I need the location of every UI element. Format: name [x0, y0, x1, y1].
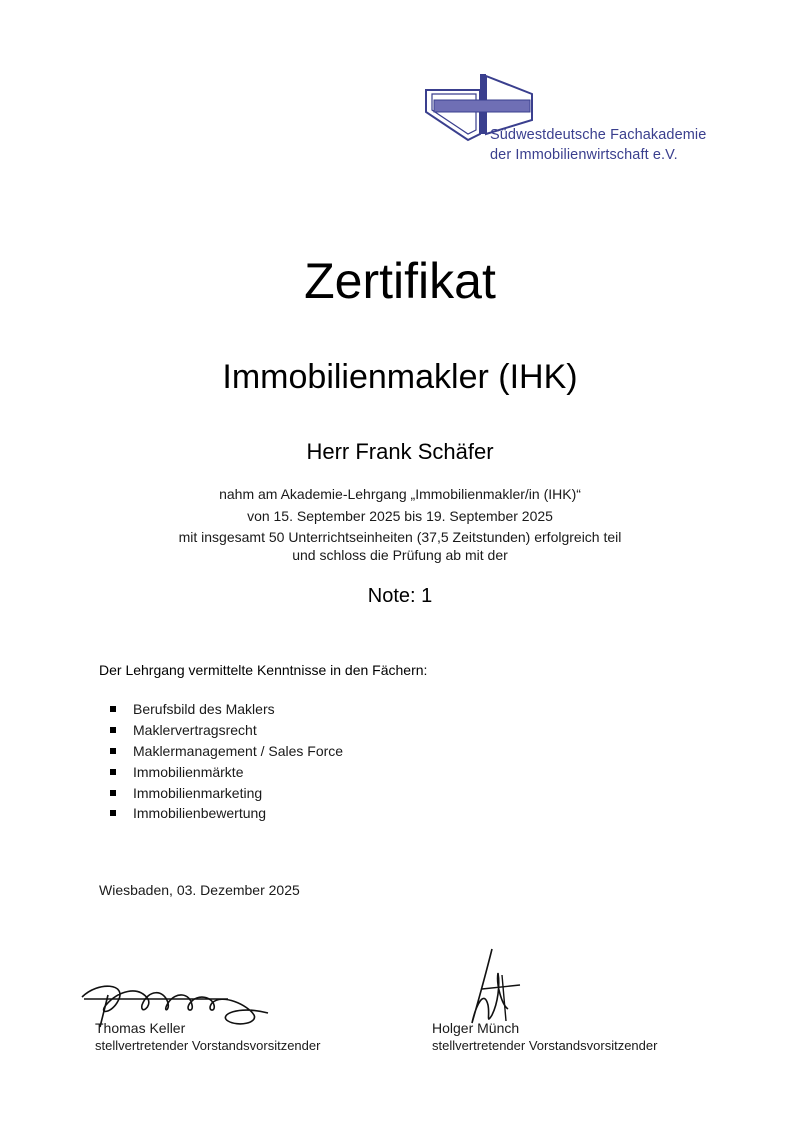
recipient-name: Herr Frank Schäfer	[306, 439, 494, 464]
list-item	[110, 741, 343, 762]
subject-label: Maklervertragsrecht	[133, 722, 257, 739]
body-line-1: nahm am Akademie-Lehrgang „Immobilienmakler/in (IHK)“	[219, 486, 581, 502]
signature-block-left	[95, 1020, 320, 1053]
list-item	[110, 720, 343, 741]
bullet-icon	[110, 810, 116, 816]
subject-list	[110, 699, 343, 824]
place-date: Wiesbaden, 03. Dezember 2025	[99, 882, 300, 898]
bullet-icon	[110, 748, 116, 754]
bullet-icon	[110, 706, 116, 712]
signatory-name: Thomas Keller	[95, 1020, 186, 1036]
subject-label: Berufsbild des Maklers	[133, 701, 275, 718]
signature-right-scribble	[458, 945, 528, 1030]
subject-label: Immobilienmärkte	[133, 763, 244, 780]
signatory-role: stellvertretender Vorstandsvorsitzender	[432, 1038, 658, 1053]
logo-text-line-2: der Immobilienwirtschaft e.V.	[490, 147, 678, 163]
logo-text-line-1: Südwestdeutsche Fachakademie	[490, 127, 707, 143]
body-line-3: mit insgesamt 50 Unterrichtseinheiten (37,5 Zeitstunden) erfolgreich teil	[178, 529, 622, 545]
subject-label: Immobilienbewertung	[133, 805, 267, 822]
subject-label: Maklermanagement / Sales Force	[133, 742, 344, 759]
grade: Note: 1	[367, 585, 433, 607]
bullet-icon	[110, 727, 116, 733]
signatory-role: stellvertretender Vorstandsvorsitzender	[95, 1038, 321, 1053]
list-item	[110, 803, 343, 824]
signature-block-right	[432, 1020, 657, 1053]
academy-logo	[424, 72, 714, 172]
signatory-name: Holger Münch	[432, 1020, 520, 1036]
subject-label: Immobilienmarketing	[133, 784, 263, 801]
list-item	[110, 782, 343, 803]
bullet-icon	[110, 790, 116, 796]
certificate-subtitle: Immobilienmakler (IHK)	[222, 358, 578, 396]
list-item	[110, 699, 343, 720]
bullet-icon	[110, 769, 116, 775]
list-item	[110, 761, 343, 782]
body-line-2: von 15. September 2025 bis 19. September 2025	[247, 508, 553, 524]
certificate-title: Zertifikat	[304, 253, 496, 309]
body-line-4: und schloss die Prüfung ab mit der	[292, 547, 508, 563]
subjects-heading: Der Lehrgang vermittelte Kenntnisse in den Fächern:	[99, 662, 428, 678]
